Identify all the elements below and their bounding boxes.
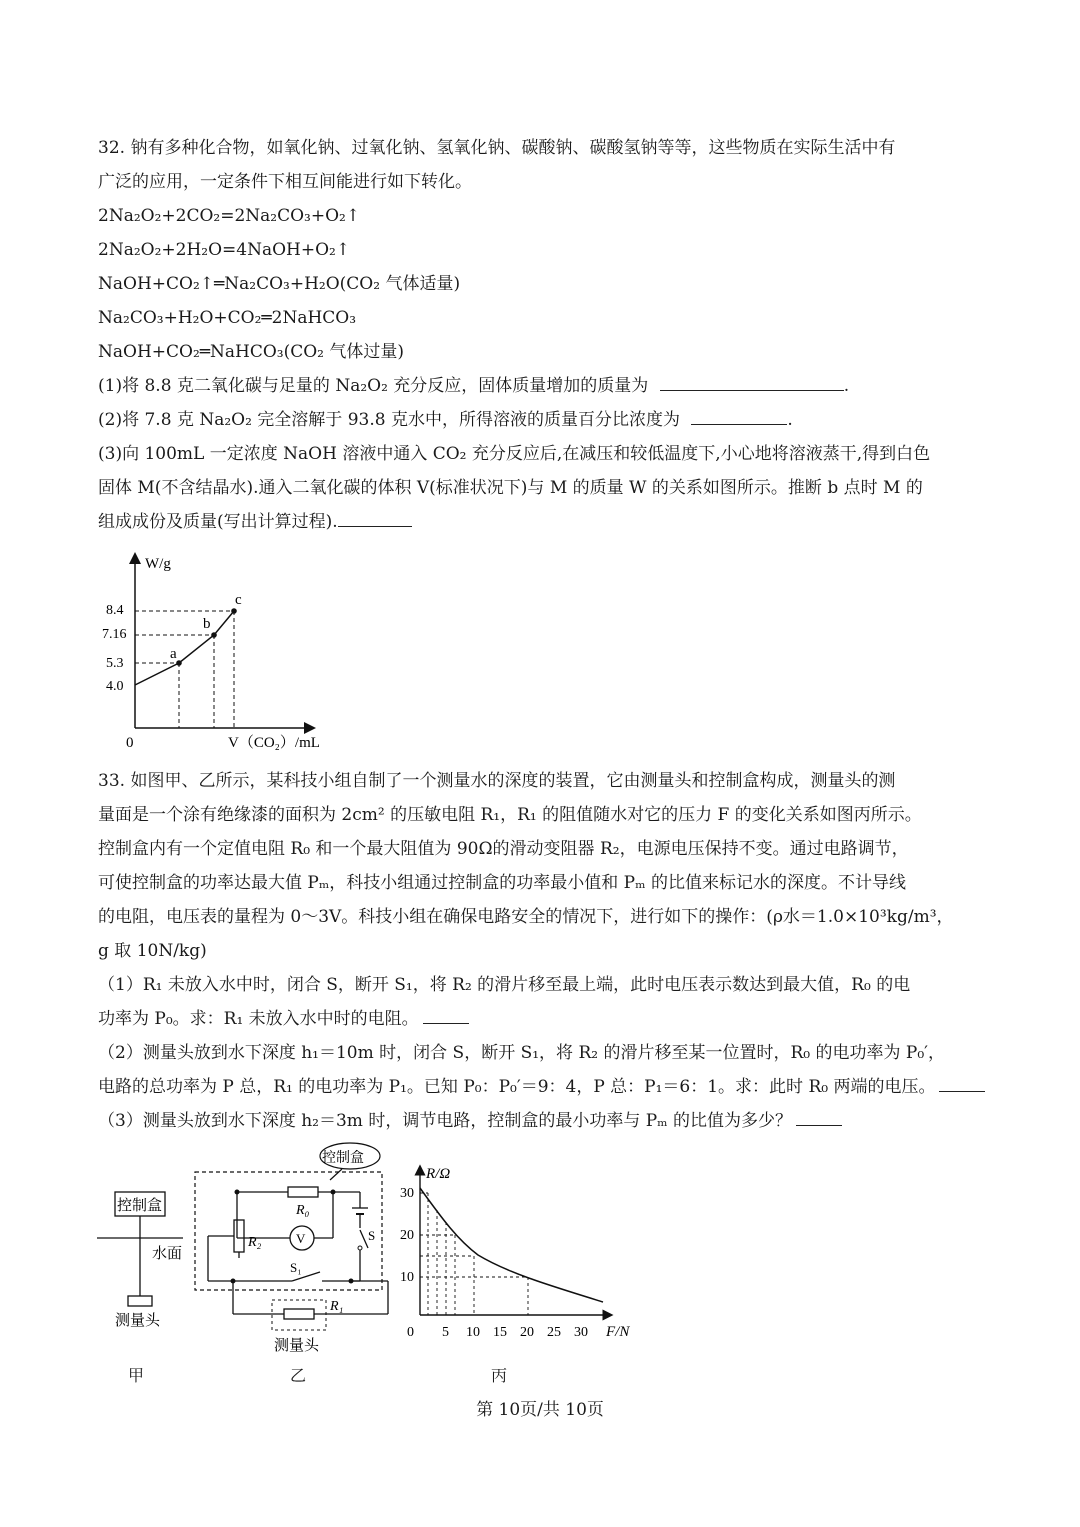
q33-line2: 量面是一个涂有绝缘漆的面积为 2cm² 的压敏电阻 R₁，R₁ 的阻值随水对它的压力 F 的变化关系如图丙所示。 (98, 805, 922, 825)
q32-equation-5: NaOH+CO₂═NaHCO₃(CO₂ 气体过量) (98, 342, 405, 362)
v-axis-label: V（CO₂）/mL (228, 735, 320, 751)
label-c: c (235, 592, 242, 608)
q32-part3-blank[interactable] (338, 512, 412, 527)
q32-part1-text: (1)将 8.8 克二氧化碳与足量的 Na₂O₂ 充分反应，固体质量增加的质量为 (98, 376, 649, 396)
r0-resistor (288, 1187, 318, 1197)
ftick-20: 20 (520, 1325, 534, 1340)
q32-equation-1: 2Na₂O₂+2CO₂=2Na₂CO₃+O₂↑ (98, 206, 361, 226)
ftick-5: 5 (442, 1325, 449, 1340)
caption-bing: 丙 (491, 1366, 508, 1385)
q33-line4: 可使控制盒的功率达最大值 Pₘ，科技小组通过控制盒的功率最小值和 Pₘ 的比值来标记水的深度。不计导线 (98, 873, 906, 893)
q33-sub2-line1: （2）测量头放到水下深度 h₁＝10m 时，闭合 S，断开 S₁，将 R₂ 的滑片移至某一位置时，R₀ 的电功率为 P₀′， (98, 1043, 946, 1063)
q33-line5: 的电阻，电压表的量程为 0～3V。科技小组在确保电路安全的情况下，进行如下的操作：(ρ水＝1.0×10³kg/m³， (98, 907, 954, 927)
switch-s-label: S (368, 1228, 376, 1243)
w-axis-label: W/g (145, 556, 171, 572)
q33-sub1-line1: （1）R₁ 未放入水中时，闭合 S，断开 S₁，将 R₂ 的滑片移至最上端，此时电压表示数达到最大值，R₀ 的电 (98, 975, 911, 995)
period: . (787, 410, 793, 430)
q32-equation-2: 2Na₂O₂+2H₂O=4NaOH+O₂↑ (98, 240, 351, 260)
q32-part2 (98, 409, 793, 431)
ftick-25: 25 (547, 1325, 561, 1340)
q33-sub1-blank[interactable] (423, 1009, 469, 1024)
q32-part3-line1: (3)向 100mL 一定浓度 NaOH 溶液中通入 CO₂ 充分反应后,在减压和较低温度下,小心地将溶液蒸干,得到白色 (98, 444, 931, 464)
q32-intro-line2: 广泛的应用，一定条件下相互间能进行如下转化。 (98, 172, 472, 192)
r1-label: R₁ (330, 1299, 344, 1314)
r2-rheostat (234, 1220, 244, 1252)
q32-equation-3: NaOH+CO₂↑═Na₂CO₃+H₂O(CO₂ 气体适量) (98, 274, 461, 294)
rtick-10: 10 (400, 1270, 414, 1285)
w-v-curve (135, 611, 234, 685)
label-b: b (203, 616, 211, 632)
page-footer: 第 10页/共 10页 (476, 1400, 604, 1420)
voltmeter-label: V (296, 1231, 306, 1246)
ytick-5.3: 5.3 (106, 656, 124, 671)
q33-sub2-text: 电路的总功率为 P 总，R₁ 的电功率为 P₁。已知 P₀：P₀′＝9：4，P 总：P₁＝6：1。求：此时 R₀ 两端的电压。 (98, 1077, 936, 1097)
r2-label: R₂ (248, 1235, 262, 1250)
caption-jia: 甲 (128, 1366, 145, 1385)
q32-part3-text: 组成成份及质量(写出计算过程). (98, 512, 338, 532)
q32-part2-text: (2)将 7.8 克 Na₂O₂ 完全溶解于 93.8 克水中，所得溶液的质量百分比浓度为 (98, 410, 680, 430)
q33-sub3-blank[interactable] (796, 1111, 842, 1126)
f-axis-label: F/N (606, 1324, 630, 1340)
q33-line1: 33. 如图甲、乙所示，某科技小组自制了一个测量水的深度的装置，它由测量头和控制盒构成，测量头的测 (98, 771, 896, 791)
caption-yi: 乙 (290, 1366, 307, 1385)
q32-part1 (98, 375, 849, 397)
q33-sub1-text: 功率为 P₀。求：R₁ 未放入水中时的电阻。 (98, 1009, 419, 1029)
control-box-bubble-label: 控制盒 (322, 1151, 364, 1166)
r-axis-label: R/Ω (426, 1166, 451, 1182)
control-box-label: 控制盒 (117, 1198, 163, 1214)
figure-bing-graph (398, 1160, 648, 1345)
w-v-graph (100, 548, 340, 758)
r0-label: R₀ (296, 1203, 310, 1218)
q32-equation-4: Na₂CO₃+H₂O+CO₂═2NaHCO₃ (98, 308, 357, 328)
switch-s (360, 1230, 368, 1248)
graph-origin: 0 (126, 735, 134, 751)
rtick-20: 20 (400, 1228, 414, 1243)
q33-sub2-blank[interactable] (939, 1077, 985, 1092)
q32-part1-blank[interactable] (660, 376, 844, 391)
q33-line6: g 取 10N/kg) (98, 941, 207, 961)
q32-part3-line2: 固体 M(不含结晶水).通入二氧化碳的体积 V(标准状况下)与 M 的质量 W 的关系如图所示。推断 b 点时 M 的 (98, 478, 923, 498)
q33-line3: 控制盒内有一个定值电阻 R₀ 和一个最大阻值为 90Ω的滑动变阻器 R₂，电源电压保持不变。通过电路调节， (98, 839, 909, 859)
q33-sub3-text: （3）测量头放到水下深度 h₂＝3m 时，调节电路，控制盒的最小功率与 Pₘ 的比值为多少？ (98, 1111, 792, 1131)
q33-sub1-line2 (98, 1008, 469, 1030)
switch-s1-label: S₁ (290, 1260, 302, 1275)
q33-sub3 (98, 1110, 842, 1132)
water-surface-label: 水面 (152, 1246, 183, 1262)
measuring-head (128, 1296, 152, 1306)
q32-part2-blank[interactable] (691, 410, 787, 425)
period: . (843, 376, 850, 396)
point-a (176, 660, 182, 666)
ytick-8.4: 8.4 (106, 603, 124, 618)
figure-yi-circuit (190, 1140, 400, 1355)
measuring-head-label: 测量头 (274, 1338, 320, 1354)
r1-resistor (284, 1309, 314, 1319)
q32-intro-line1: 32. 钠有多种化合物，如氧化钠、过氧化钠、氢氧化钠、碳酸钠、碳酸氢钠等等，这些物质在实际生活中有 (98, 138, 896, 158)
ytick-4.0: 4.0 (106, 679, 124, 694)
point-b (211, 632, 217, 638)
point-c (231, 608, 237, 614)
measuring-head-label: 测量头 (115, 1313, 161, 1329)
measuring-head-outline (272, 1300, 326, 1330)
q33-sub2-line2 (98, 1076, 985, 1098)
ytick-7.16: 7.16 (102, 627, 127, 642)
ftick-0: 0 (407, 1325, 414, 1340)
ftick-15: 15 (493, 1325, 507, 1340)
label-a: a (170, 646, 177, 662)
ftick-30: 30 (574, 1325, 588, 1340)
ftick-10: 10 (466, 1325, 480, 1340)
figure-jia (95, 1180, 205, 1340)
r-f-curve (420, 1188, 603, 1302)
rtick-30: 30 (400, 1186, 414, 1201)
q32-part3-line3 (98, 511, 412, 533)
